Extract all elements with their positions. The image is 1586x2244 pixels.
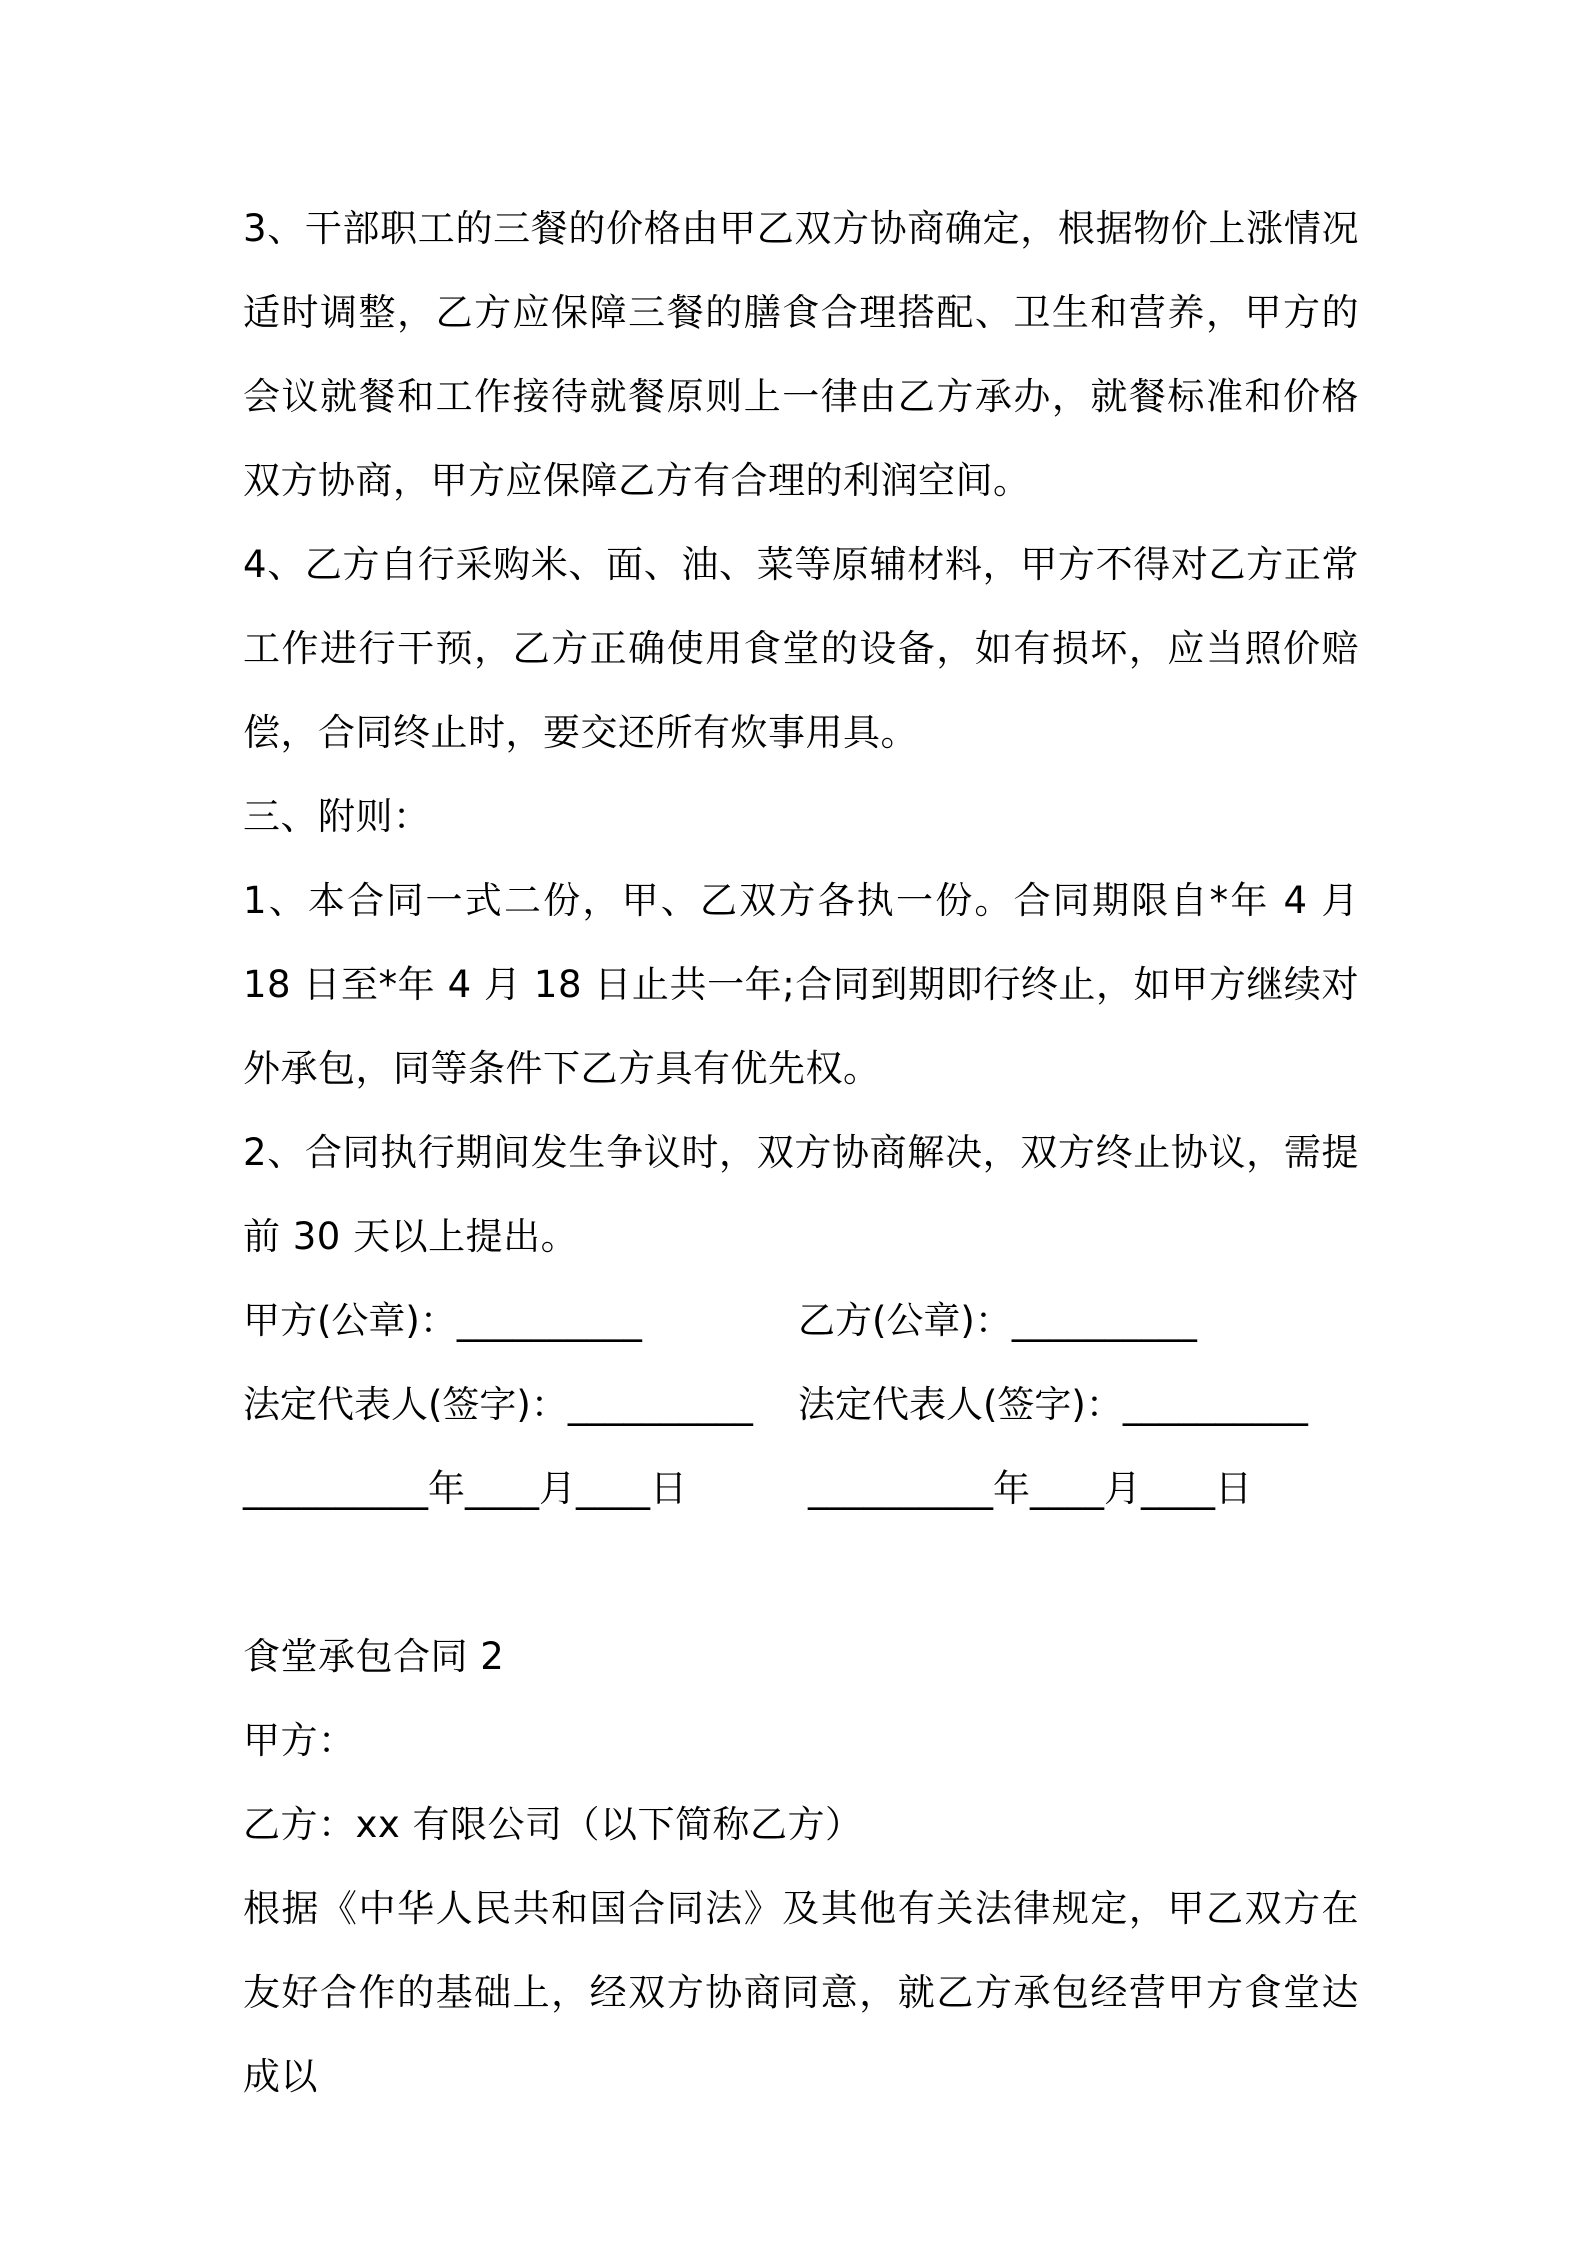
contract-2-preamble: 根据《中华人民共和国合同法》及其他有关法律规定，甲乙双方在友好合作的基础上，经双方协商同意，就乙方承包经营甲方食堂达成以 (243, 1887, 1359, 2098)
supplementary-clause-1: 1、本合同一式二份，甲、乙双方各执一份。合同期限自*年 4 月 18 日至*年 4 月 18 日止共一年;合同到期即行终止，如甲方继续对外承包，同等条件下乙方具有优先权。 (243, 879, 1359, 1090)
party-b-seal-field: 乙方(公章)：__________ (798, 1299, 1197, 1342)
clause-3-meal-pricing: 3、干部职工的三餐的价格由甲乙双方协商确定，根据物价上涨情况适时调整，乙方应保障三餐的膳食合理搭配、卫生和营养，甲方的会议就餐和工作接待就餐原则上一律由乙方承办，就餐标准和价格双方协商，甲方应保障乙方有合理的利润空间。 (243, 207, 1359, 502)
signature-row-date (243, 1447, 1359, 1531)
party-a-line: 甲方： (243, 1719, 356, 1762)
contract-2-title: 食堂承包合同 2 (243, 1635, 505, 1678)
party-b-line: 乙方：xx 有限公司（以下简称乙方） (243, 1803, 863, 1846)
signature-row-representative (243, 1363, 1359, 1447)
clause-4-procurement: 4、乙方自行采购米、面、油、菜等原辅材料，甲方不得对乙方正常工作进行干预，乙方正确使用食堂的设备，如有损坏，应当照价赔偿，合同终止时，要交还所有炊事用具。 (243, 543, 1359, 754)
party-b-representative-field: 法定代表人(签字)：__________ (798, 1383, 1308, 1426)
party-a-date-field: __________年____月____日 (243, 1467, 687, 1510)
party-b-date-field: __________年____月____日 (808, 1467, 1252, 1510)
party-a-seal-field: 甲方(公章)：__________ (243, 1299, 642, 1342)
contract-body-top (243, 187, 1359, 1279)
contract-body-bottom (243, 1615, 1359, 2119)
party-a-representative-field: 法定代表人(签字)：__________ (243, 1383, 753, 1426)
supplementary-clause-2: 2、合同执行期间发生争议时，双方协商解决，双方终止协议，需提前 30 天以上提出。 (243, 1131, 1359, 1258)
signature-row-seal (243, 1279, 1359, 1363)
section-heading-supplementary: 三、附则： (243, 795, 431, 838)
